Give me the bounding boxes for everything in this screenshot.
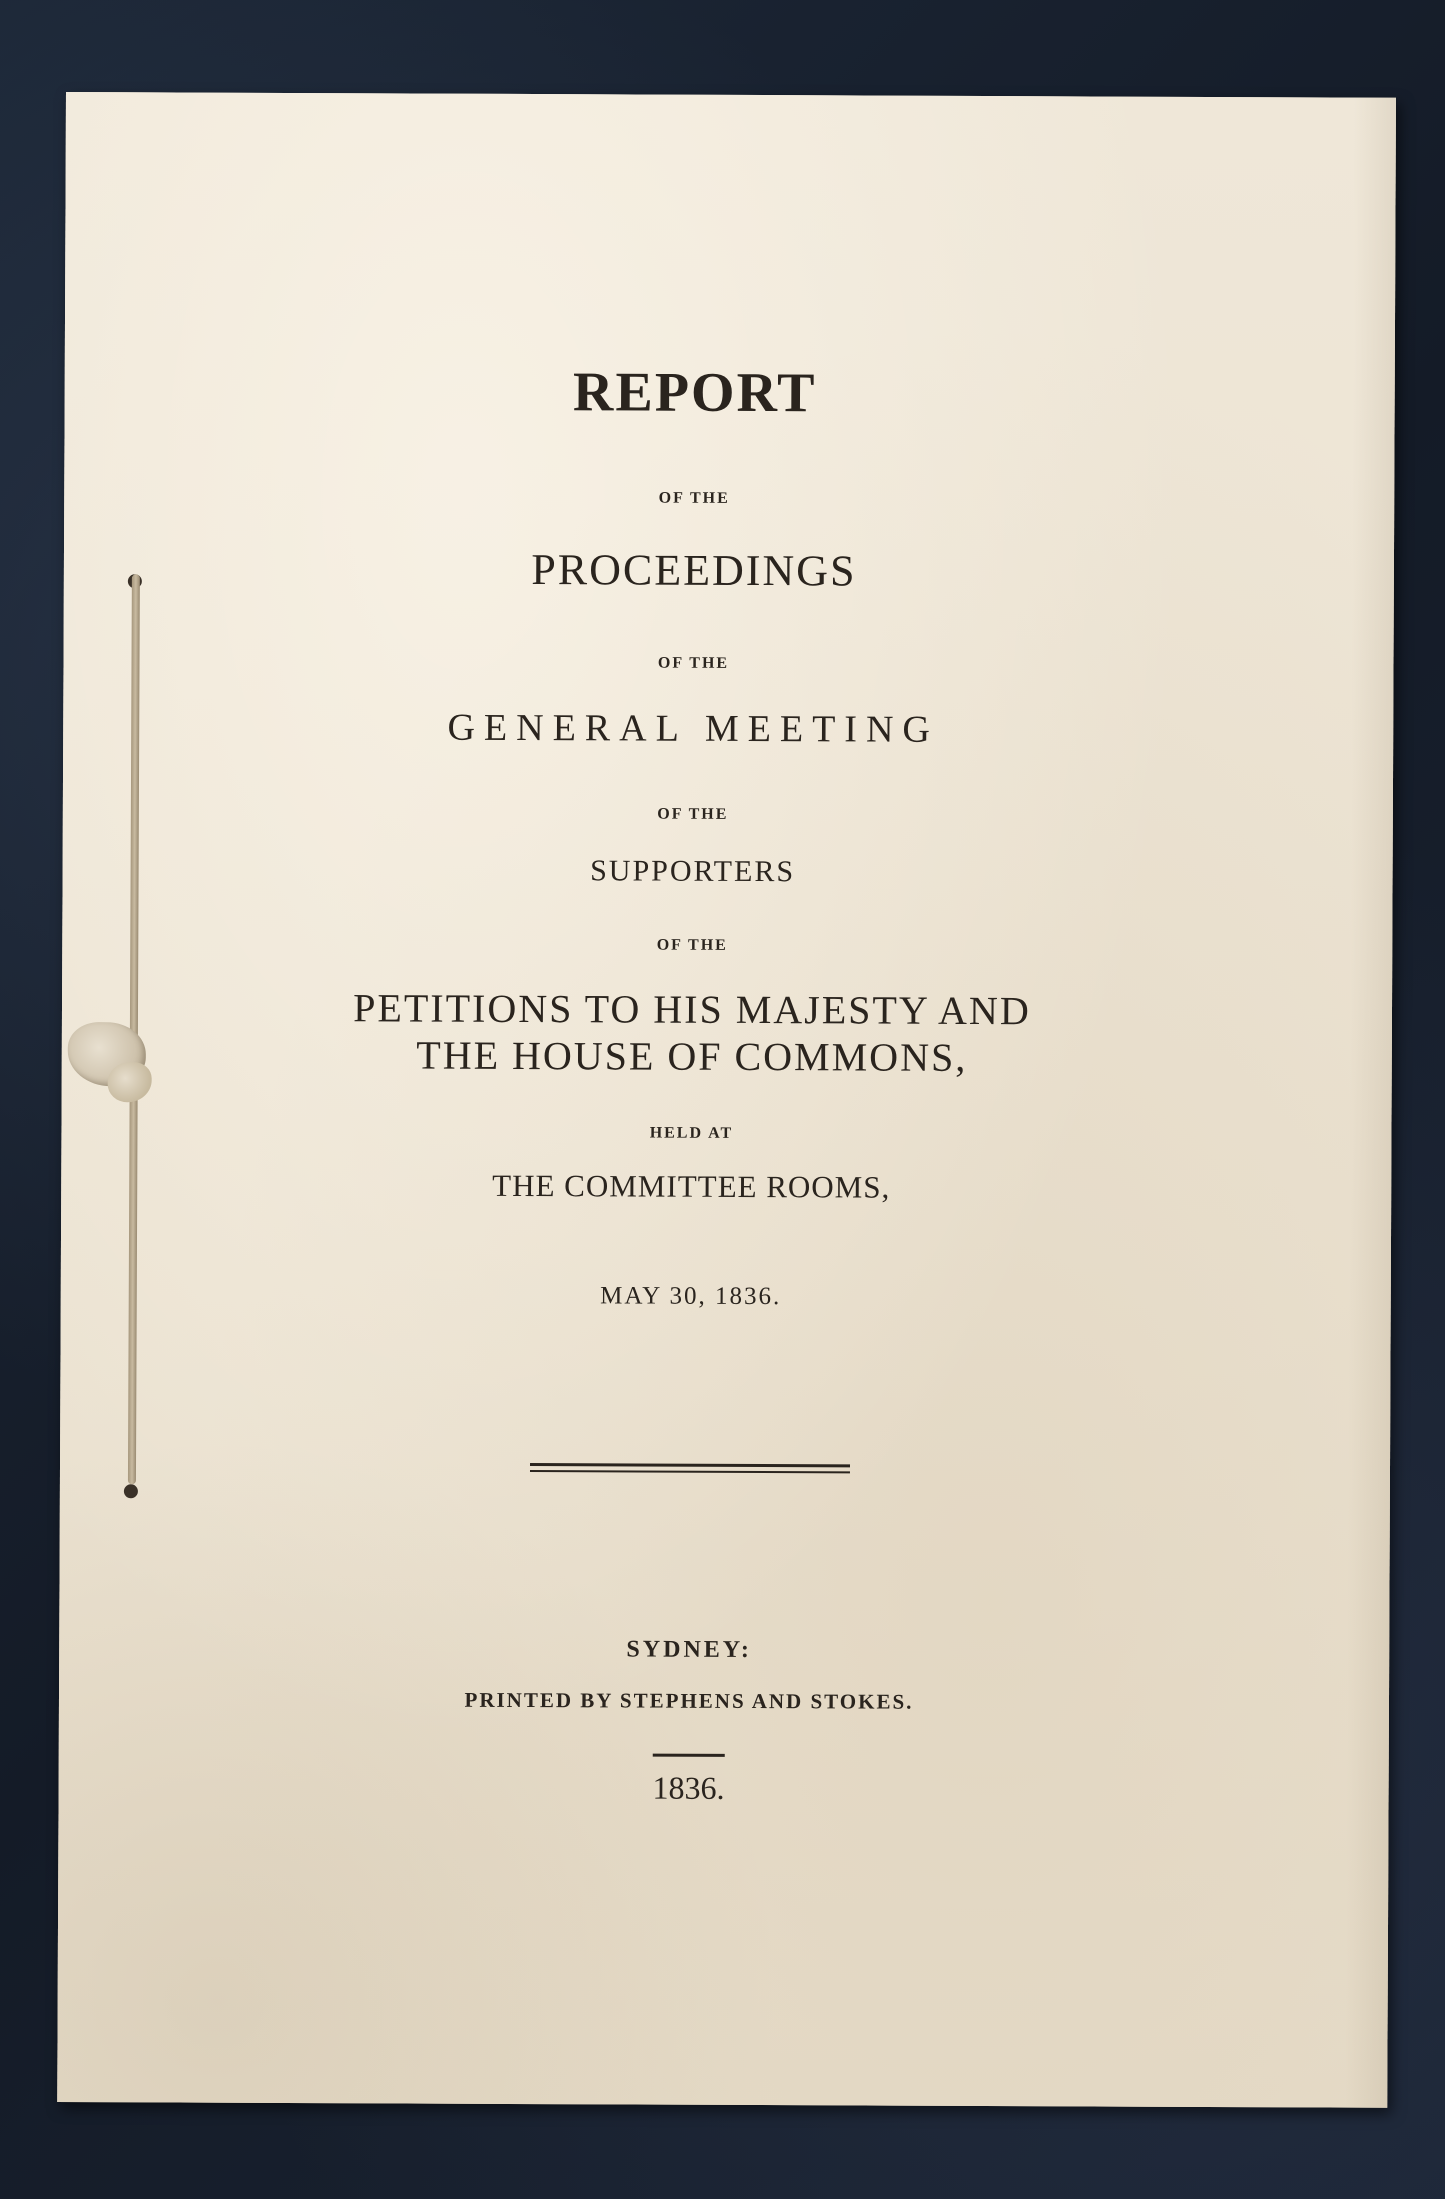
- binding-hole-bottom: [124, 1484, 138, 1498]
- short-divider-rule: [653, 1754, 725, 1757]
- proceedings-heading: PROCEEDINGS: [531, 545, 857, 596]
- imprint-printer: PRINTED BY STEPHENS AND STOKES.: [464, 1687, 914, 1714]
- meeting-date: MAY 30, 1836.: [600, 1282, 782, 1311]
- divider-rule: [530, 1463, 850, 1467]
- venue-text: THE COMMITTEE ROOMS,: [492, 1167, 891, 1205]
- divider-rule: [530, 1470, 850, 1473]
- of-the-text: OF THE: [658, 489, 730, 507]
- of-the-text: OF THE: [657, 805, 729, 823]
- supporters-heading: SUPPORTERS: [590, 854, 796, 889]
- of-the-text: OF THE: [656, 936, 728, 954]
- title-page-content: [66, 92, 1326, 1806]
- petitions-line-1: PETITIONS TO HIS MAJESTY AND: [353, 985, 1031, 1034]
- petitions-heading: [62, 983, 1322, 1082]
- pamphlet-page: [57, 92, 1396, 2108]
- general-meeting-heading: GENERAL MEETING: [447, 706, 940, 751]
- report-heading: REPORT: [572, 361, 817, 425]
- imprint-year: 1836.: [652, 1769, 725, 1806]
- petitions-line-2: THE HOUSE OF COMMONS,: [416, 1032, 968, 1080]
- of-the-text: OF THE: [657, 654, 730, 672]
- imprint-place: SYDNEY:: [626, 1636, 752, 1664]
- held-at-text: HELD AT: [649, 1124, 734, 1142]
